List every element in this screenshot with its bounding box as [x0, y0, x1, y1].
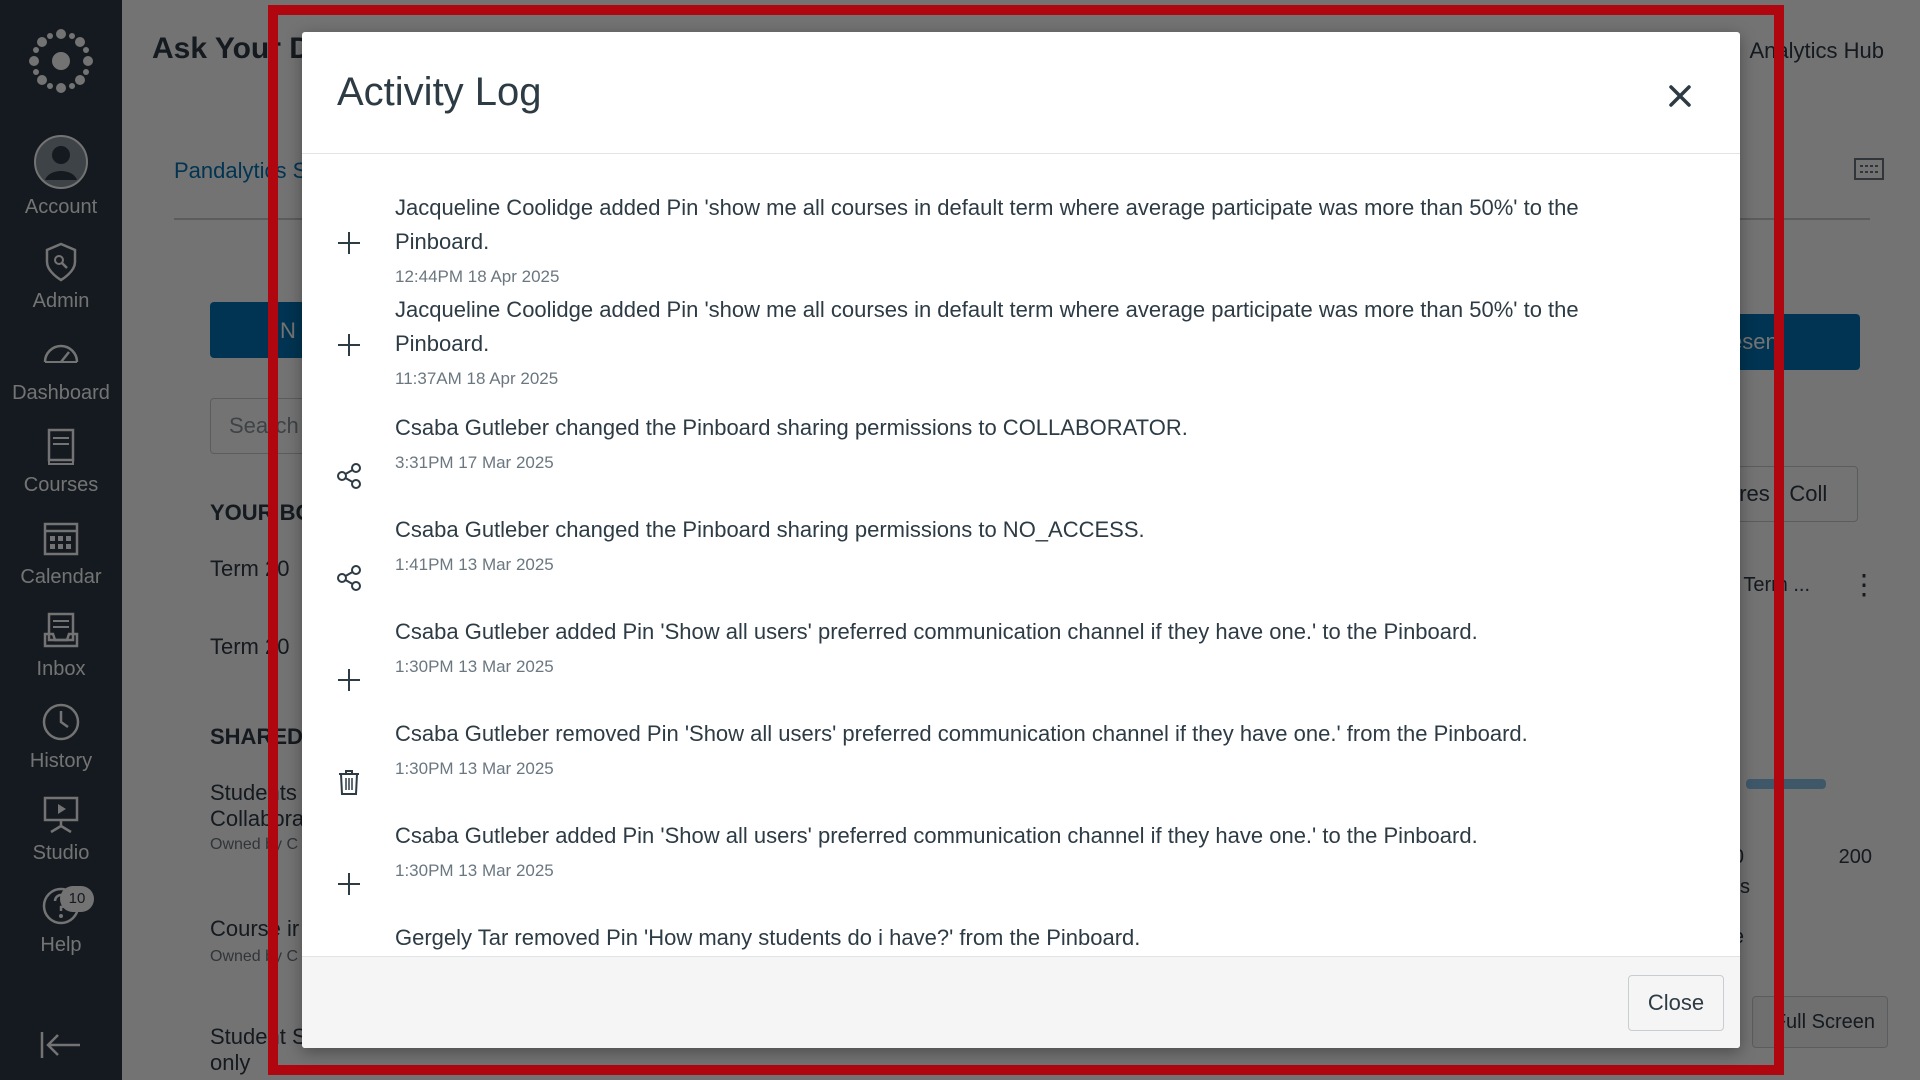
- trash-icon: [334, 767, 364, 797]
- activity-timestamp: 1:41PM 13 Mar 2025: [395, 555, 554, 574]
- activity-message: Gergely Tar removed Pin 'How many students do i have?' from the Pinboard.: [395, 925, 1141, 950]
- activity-message: Csaba Gutleber added Pin 'Show all users' preferred communication channel if they have one.' to the Pinboard.: [395, 619, 1478, 644]
- plus-icon: [334, 869, 364, 899]
- activity-timestamp: 12:44PM 18 Apr 2025: [395, 267, 560, 286]
- activity-timestamp: 1:30PM 13 Mar 2025: [395, 759, 554, 778]
- plus-icon: [334, 228, 364, 258]
- modal-title: Activity Log: [337, 70, 542, 114]
- activity-message: Csaba Gutleber changed the Pinboard sharing permissions to COLLABORATOR.: [395, 415, 1188, 440]
- plus-icon: [334, 330, 364, 360]
- activity-timestamp: 11:37AM 18 Apr 2025: [395, 369, 559, 388]
- plus-icon: [334, 665, 364, 695]
- modal-footer: [302, 956, 1740, 1048]
- activity-message: Jacqueline Coolidge added Pin 'show me all courses in default term where average participate was more than 50%' to the Pinboard.: [395, 297, 1579, 356]
- activity-list[interactable]: [302, 155, 1740, 973]
- activity-message: Csaba Gutleber removed Pin 'Show all users' preferred communication channel if they have one.' from the Pinboard.: [395, 721, 1528, 746]
- share-icon: [334, 563, 364, 593]
- activity-message: Csaba Gutleber added Pin 'Show all users' preferred communication channel if they have one.' to the Pinboard.: [395, 823, 1478, 848]
- activity-timestamp: 3:31PM 17 Mar 2025: [395, 453, 554, 472]
- activity-timestamp: 1:30PM 13 Mar 2025: [395, 657, 554, 676]
- modal-header: [302, 32, 1740, 154]
- close-button[interactable]: Close: [1628, 975, 1724, 1031]
- close-icon[interactable]: [1664, 80, 1696, 112]
- activity-message: Csaba Gutleber changed the Pinboard sharing permissions to NO_ACCESS.: [395, 517, 1145, 542]
- activity-message: Jacqueline Coolidge added Pin 'show me all courses in default term where average participate was more than 50%' to the Pinboard.: [395, 195, 1579, 254]
- activity-timestamp: 1:30PM 13 Mar 2025: [395, 861, 554, 880]
- share-icon: [334, 461, 364, 491]
- activity-log-modal: [302, 32, 1740, 1048]
